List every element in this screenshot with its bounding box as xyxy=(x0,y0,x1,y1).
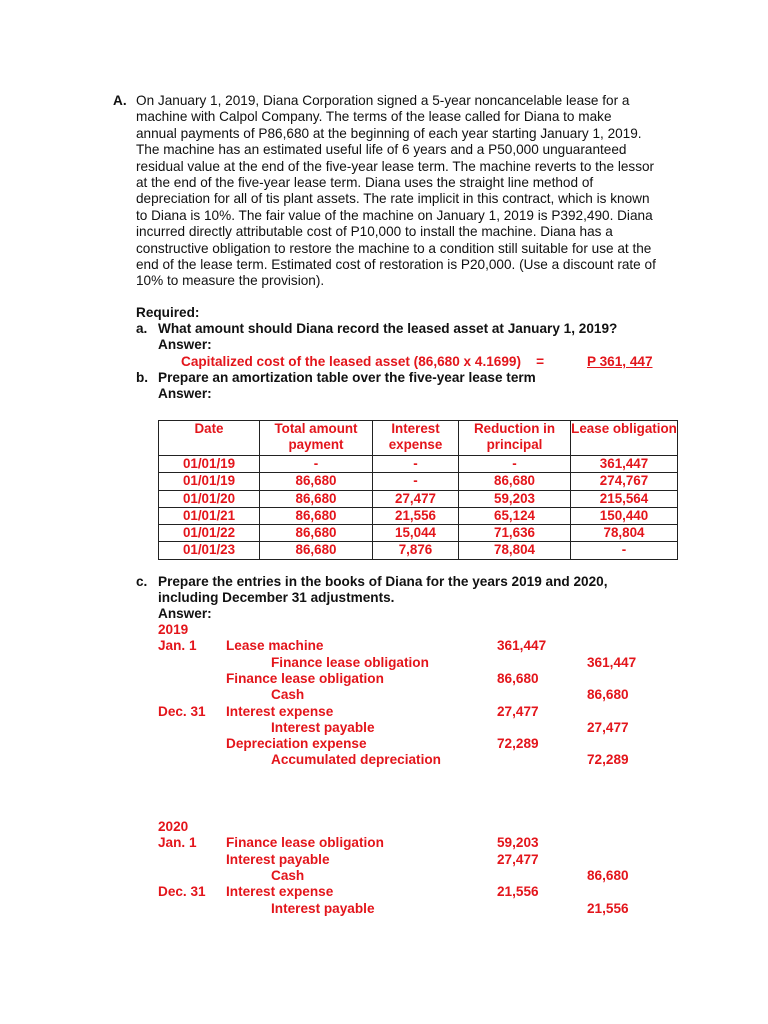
cell-interest-expense: 7,876 xyxy=(373,542,459,559)
cell-reduction-principal: - xyxy=(459,456,571,473)
header-date: Date xyxy=(159,421,260,456)
part-a-question: What amount should Diana record the leased asset at January 1, 2019? xyxy=(158,321,618,336)
cell-date: 01/01/19 xyxy=(159,473,260,490)
part-c-answer-label: Answer: xyxy=(158,606,212,621)
cell-lease-obligation: - xyxy=(571,542,678,559)
cell-total-payment: 86,680 xyxy=(260,490,373,507)
cell-lease-obligation: 215,564 xyxy=(571,490,678,507)
table-header-row xyxy=(159,421,678,456)
header-total-payment: Total amount payment xyxy=(260,421,373,456)
table-row xyxy=(159,525,678,542)
cell-total-payment: - xyxy=(260,456,373,473)
entry-account: Interest payable xyxy=(271,719,375,735)
entry-account: Lease machine xyxy=(226,638,324,654)
table-row xyxy=(159,473,678,490)
entry-credit: 72,289 xyxy=(587,752,629,768)
cell-lease-obligation: 78,804 xyxy=(571,525,678,542)
entry-account: Accumulated depreciation xyxy=(271,752,441,768)
table-row xyxy=(159,542,678,559)
cell-interest-expense: - xyxy=(373,473,459,490)
cell-total-payment: 86,680 xyxy=(260,542,373,559)
entry-account: Interest expense xyxy=(226,703,334,719)
entry-credit: 86,680 xyxy=(587,687,629,703)
cell-date: 01/01/23 xyxy=(159,542,260,559)
cell-reduction-principal: 71,636 xyxy=(459,525,571,542)
part-c-question-line1: Prepare the entries in the books of Diana for the years 2019 and 2020, xyxy=(158,574,608,589)
cell-reduction-principal: 59,203 xyxy=(459,490,571,507)
entry-credit: 27,477 xyxy=(587,719,629,735)
cell-total-payment: 86,680 xyxy=(260,525,373,542)
cell-date: 01/01/20 xyxy=(159,490,260,507)
part-b-label: b. xyxy=(136,370,149,385)
cell-interest-expense: 15,044 xyxy=(373,525,459,542)
entry-debit: 21,556 xyxy=(497,884,539,900)
part-a-answer-text: Capitalized cost of the leased asset (86,680 x 4.1699) = xyxy=(181,354,545,369)
entry-account: Interest payable xyxy=(271,900,375,916)
part-b-question: Prepare an amortization table over the five-year lease term xyxy=(158,370,536,385)
entry-debit: 361,447 xyxy=(497,638,547,654)
entry-account: Interest expense xyxy=(226,884,334,900)
cell-total-payment: 86,680 xyxy=(260,473,373,490)
cell-reduction-principal: 78,804 xyxy=(459,542,571,559)
table-row xyxy=(159,456,678,473)
table-row xyxy=(159,490,678,507)
entry-account: Finance lease obligation xyxy=(226,835,384,851)
journal-year: 2020 xyxy=(158,819,189,834)
cell-interest-expense: 27,477 xyxy=(373,490,459,507)
cell-interest-expense: 21,556 xyxy=(373,507,459,524)
required-heading: Required: xyxy=(136,305,200,320)
problem-text: On January 1, 2019, Diana Corporation signed a 5-year noncancelable lease for a machine with Calpol Company. The terms of the lease called for Diana to make annual payments of P86,680 at the beginning of each year starting January 1, 2019. The machine has an estimated useful life of 6 years and a P50,000 unguaranteed residual value at the end of the five-year lease term. The machine reverts to the lessor at the end of the five-year lease term. Diana uses the straight line method of depreciation for all of tis plant assets. The rate implicit in this contract, which is known to Diana is 10%. The fair value of the machine on January 1, 2019 is P392,490. Diana incurred directly attributable cost of P10,000 to install the machine. Diana has a constructive obligation to restore the machine to a condition still suitable for use at the end of the lease term. Estimated cost of restoration is P20,000. (Use a discount rate of 10% to measure the provision). xyxy=(136,93,656,289)
part-a-answer-label: Answer: xyxy=(158,337,212,352)
part-a-answer-value: P 361, 447 xyxy=(587,354,653,369)
entry-account: Finance lease obligation xyxy=(271,654,429,670)
cell-lease-obligation: 274,767 xyxy=(571,473,678,490)
cell-date: 01/01/19 xyxy=(159,456,260,473)
entry-date: Jan. 1 xyxy=(158,835,197,851)
entry-credit: 361,447 xyxy=(587,654,637,670)
entry-debit: 27,477 xyxy=(497,703,539,719)
amortization-table xyxy=(158,420,678,560)
part-c-question-line2: including December 31 adjustments. xyxy=(158,590,395,605)
header-reduction-principal: Reduction in principal xyxy=(459,421,571,456)
cell-lease-obligation: 150,440 xyxy=(571,507,678,524)
entry-account: Cash xyxy=(271,687,305,703)
header-lease-obligation: Lease obligation xyxy=(571,421,678,456)
journal-year: 2019 xyxy=(158,622,189,637)
cell-date: 01/01/22 xyxy=(159,525,260,542)
cell-reduction-principal: 86,680 xyxy=(459,473,571,490)
entry-date: Jan. 1 xyxy=(158,638,197,654)
entry-account: Interest payable xyxy=(226,851,330,867)
entry-credit: 21,556 xyxy=(587,900,629,916)
entry-account: Cash xyxy=(271,867,305,883)
entry-account: Depreciation expense xyxy=(226,736,367,752)
entry-account: Finance lease obligation xyxy=(226,670,384,686)
cell-reduction-principal: 65,124 xyxy=(459,507,571,524)
cell-interest-expense: - xyxy=(373,456,459,473)
part-c-label: c. xyxy=(136,574,148,589)
entry-debit: 72,289 xyxy=(497,736,539,752)
entry-debit: 27,477 xyxy=(497,851,539,867)
header-interest-expense: Interest expense xyxy=(373,421,459,456)
entry-date: Dec. 31 xyxy=(158,703,206,719)
part-b-answer-label: Answer: xyxy=(158,386,212,401)
cell-date: 01/01/21 xyxy=(159,507,260,524)
entry-date: Dec. 31 xyxy=(158,884,206,900)
problem-label: A. xyxy=(113,93,127,108)
table-row xyxy=(159,507,678,524)
part-a-label: a. xyxy=(136,321,148,336)
entry-credit: 86,680 xyxy=(587,867,629,883)
entry-debit: 86,680 xyxy=(497,670,539,686)
cell-total-payment: 86,680 xyxy=(260,507,373,524)
entry-debit: 59,203 xyxy=(497,835,539,851)
cell-lease-obligation: 361,447 xyxy=(571,456,678,473)
